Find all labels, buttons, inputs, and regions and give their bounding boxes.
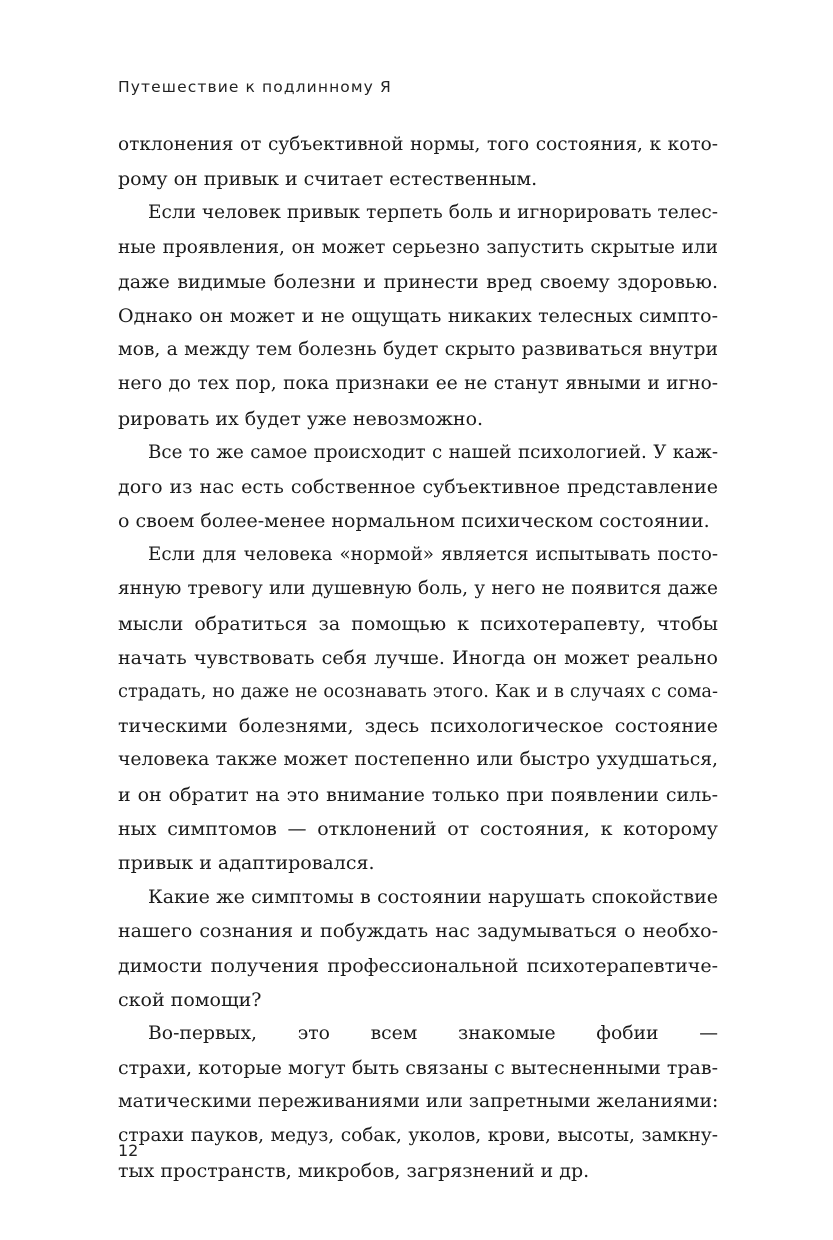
page-number: 12 (118, 1141, 139, 1160)
text-line: и он обратит на это внимание только при появлении силь- (118, 783, 718, 806)
text-line: Все то же самое происходит с нашей психологией. У каж- (148, 441, 718, 463)
text-line: человека также может постепенно или быстро ухудшаться, (118, 749, 718, 771)
text-line: димости получения профессиональной психотерапевтиче- (118, 954, 718, 977)
text-line: Если для человека «нормой» является испытывать посто- (148, 544, 718, 566)
text-line: ных симптомов — отклонений от состояния, к которому (118, 817, 718, 840)
text-line: привык и адаптировался. (118, 851, 375, 874)
text-line: отклонения от субъективной нормы, того состояния, к кото- (118, 134, 718, 155)
running-head: Путешествие к подлинному Я (118, 78, 392, 96)
text-line: мысли обратиться за помощью к психотерапевту, чтобы (118, 612, 718, 635)
text-line-with-emphasis (118, 1017, 718, 1051)
text-line: рому он привык и считает естественным. (118, 168, 538, 191)
text-line: страхи, которые могут быть связаны с вытесненными трав- (118, 1057, 718, 1080)
text-line: ской помощи? (118, 988, 262, 1011)
text-line: Однако он может и не ощущать никаких телесных симпто- (118, 304, 718, 327)
text-line: Какие же симптомы в состоянии нарушать спокойствие (148, 886, 718, 909)
text-line: о своем более-менее нормальном психическом состоянии. (118, 510, 710, 533)
text-line: мов, а между тем болезнь будет скрыто развиваться внутри (118, 339, 718, 361)
text-line: страхи пауков, медуз, собак, уколов, крови, высоты, замкну- (118, 1125, 718, 1147)
text-line: тых пространств, микробов, загрязнений и др. (118, 1159, 590, 1182)
text-line: янную тревогу или душевную боль, у него не появится даже (118, 578, 718, 600)
text-line: него до тех пор, пока признаки ее не станут явными и игно- (118, 373, 718, 395)
text-line: нашего сознания и побуждать нас задумываться о необхо- (118, 920, 718, 943)
text-run: Во-первых, это всем знакомые фобии — (148, 1022, 718, 1044)
text-line: даже видимые болезни и принести вред своему здоровью. (118, 270, 718, 293)
text-line: матическими переживаниями или запретными желаниями: (118, 1091, 719, 1113)
text-line: страдать, но даже не осознавать этого. Как и в случаях с сома- (118, 682, 718, 702)
text-line: начать чувствовать себя лучше. Иногда он может реально (118, 646, 718, 669)
body-text (118, 128, 718, 1188)
text-line: ные проявления, он может серьезно запустить скрытые или (118, 236, 718, 258)
text-line: тическими болезнями, здесь психологическое состояние (118, 715, 718, 738)
text-line: дого из нас есть собственное субъективное представление (118, 475, 718, 498)
text-line: рировать их будет уже невозможно. (118, 407, 484, 430)
text-line: Если человек привык терпеть боль и игнорировать телес- (148, 202, 718, 224)
